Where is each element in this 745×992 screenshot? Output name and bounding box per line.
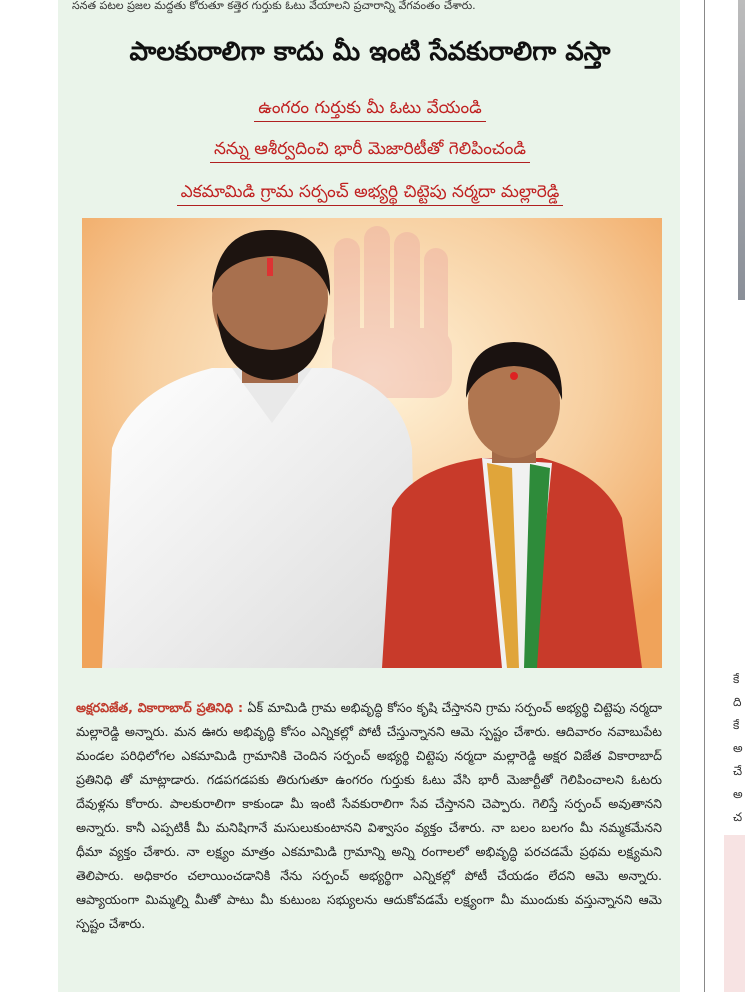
adjacent-glyph: చే bbox=[733, 764, 743, 778]
adjacent-glyph: చ bbox=[733, 810, 743, 824]
article-body bbox=[76, 696, 662, 936]
column-divider bbox=[704, 0, 705, 992]
adjacent-glyph: కే bbox=[733, 672, 740, 686]
byline: అక్షరవిజేత, వికారాబాద్ ప్రతినిధి : bbox=[76, 700, 244, 715]
adjacent-glyph: అ bbox=[733, 787, 743, 801]
subheading-3: ఎకమామిడి గ్రామ సర్పంచ్ అభ్యర్థి చిట్టెపు నర్మదా మల్లారెడ్డి bbox=[60, 180, 680, 204]
adjacent-glyph: ది bbox=[733, 695, 742, 709]
candidate-photo bbox=[82, 218, 662, 668]
headline: పాలకురాలిగా కాదు మీ ఇంటి సేవకురాలిగా వస్తా bbox=[129, 37, 611, 67]
adjacent-article-edge bbox=[733, 668, 745, 829]
subheading-1: ఉంగరం గుర్తుకు మీ ఓటు వేయండి bbox=[60, 96, 680, 120]
subheading-2: నన్ను ఆశీర్వదించి భారీ మెజారిటీతో గెలిపించండి bbox=[60, 137, 680, 161]
adjacent-glyph: కే bbox=[733, 718, 740, 732]
article-text: ఏక్ మామిడి గ్రామ అభివృద్ధి కోసం కృషి చేస్తానని గ్రామ సర్పంచ్ అభ్యర్థి చిట్టెపు నర్మదా మల్లారెడ్డి అన్నారు. మన ఊరు అభివృద్ధి కోసం ఎన్నికల్లో పోటీ చేస్తున్నానని ఆమె స్పష్టం చేశారు. ఆదివారం నవాబుపేట మండల పరిధిలోగల ఎకమామిడి గ్రామానికి చెందిన సర్పంచ్ అభ్యర్థి చిట్టెపు నర్మదా మల్లారెడ్డి అక్షర విజేత వికారాబాద్ ప్రతినిధి తో మాట్లాడారు. గడపగడపకు తిరుగుతూ ఉంగరం గుర్తుకు ఓటు వేసి భారీ మెజార్టీతో గెలిపించాలని ఓటరు దేవుళ్లను కోరారు. పాలకురాలిగా కాకుండా మీ ఇంటి సేవకురాలిగా సేవ చేస్తానని చెప్పారు. గెలిస్తే సర్పంచ్ అవుతానని అన్నారు. కానీ ఎప్పటికీ మీ మనిషిగానే మసులుకుంటానని విశ్వాసం వ్యక్తం చేశారు. నా బలం బలగం మీ నమ్మకమేనని ధీమా వ్యక్తం చేశారు. నా లక్ష్యం మాత్రం ఎకమామిడి గ్రామాన్ని అన్ని రంగాలలో అభివృద్ధి పరచడమే ప్రథమ లక్ష్యమని తెలిపారు. అధికారం చలాయించడానికి నేను సర్పంచ్ అభ్యర్థిగా ఎన్నికల్లో పోటీ చేయడం లేదని ఆమె అన్నారు. ఆప్యాయంగా మిమ్మల్ని మీతో పాటు మీ కుటుంబ సభ్యులను ఆదుకోవడమే లక్ష్యంగా మీ ముందుకు వస్తున్నానని ఆమె స్పష్టం చేశారు. bbox=[76, 700, 662, 931]
adjacent-glyph: అ bbox=[733, 741, 743, 755]
adjacent-box bbox=[724, 835, 745, 992]
adjacent-photo-edge bbox=[738, 0, 745, 300]
previous-article-line: సనత పటల ప్రజల మద్దతు కోరుతూ కత్తెర గుర్తుకు ఓటు వేయాలని ప్రచారాన్ని వేగవంతం చేశారు. bbox=[72, 0, 476, 12]
